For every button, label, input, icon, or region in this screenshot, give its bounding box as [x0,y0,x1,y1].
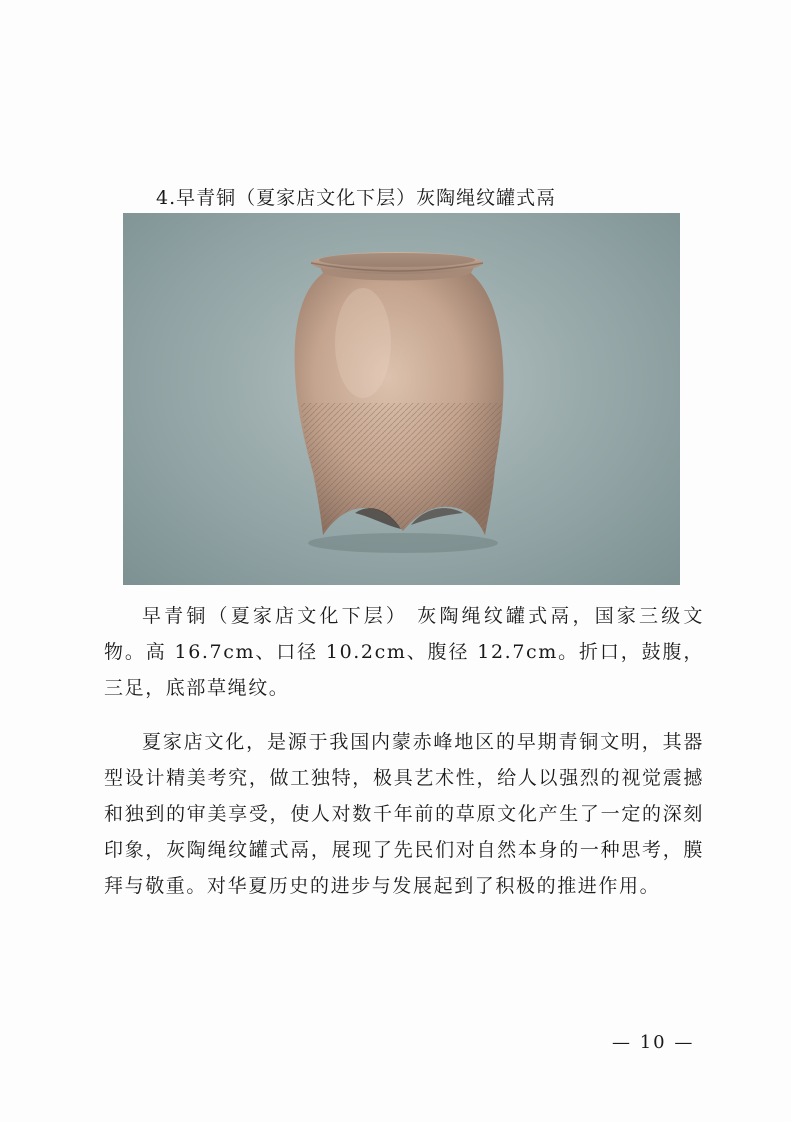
artifact-photo [123,213,680,585]
description-paragraph: 早青铜（夏家店文化下层） 灰陶绳纹罐式鬲，国家三级文物。高 16.7cm、口径 10.2cm、腹径 12.7cm。折口，鼓腹，三足，底部草绳纹。 [104,605,704,699]
artifact-heading: 4.早青铜（夏家店文化下层）灰陶绳纹罐式鬲 [156,187,557,209]
culture-description [104,724,704,904]
page-number: — 10 — [612,1032,695,1053]
description-paragraph: 夏家店文化，是源于我国内蒙赤峰地区的早期青铜文明，其器型设计精美考究，做工独特，极具艺术性，给人以强烈的视觉震撼和独到的审美享受，使人对数千年前的草原文化产生了一定的深刻印象，灰陶绳纹罐式鬲，展现了先民们对自然本身的一种思考，膜拜与敬重。对华夏历史的进步与发展起到了积极的推进作用。 [104,731,704,897]
artifact-description [104,598,704,706]
